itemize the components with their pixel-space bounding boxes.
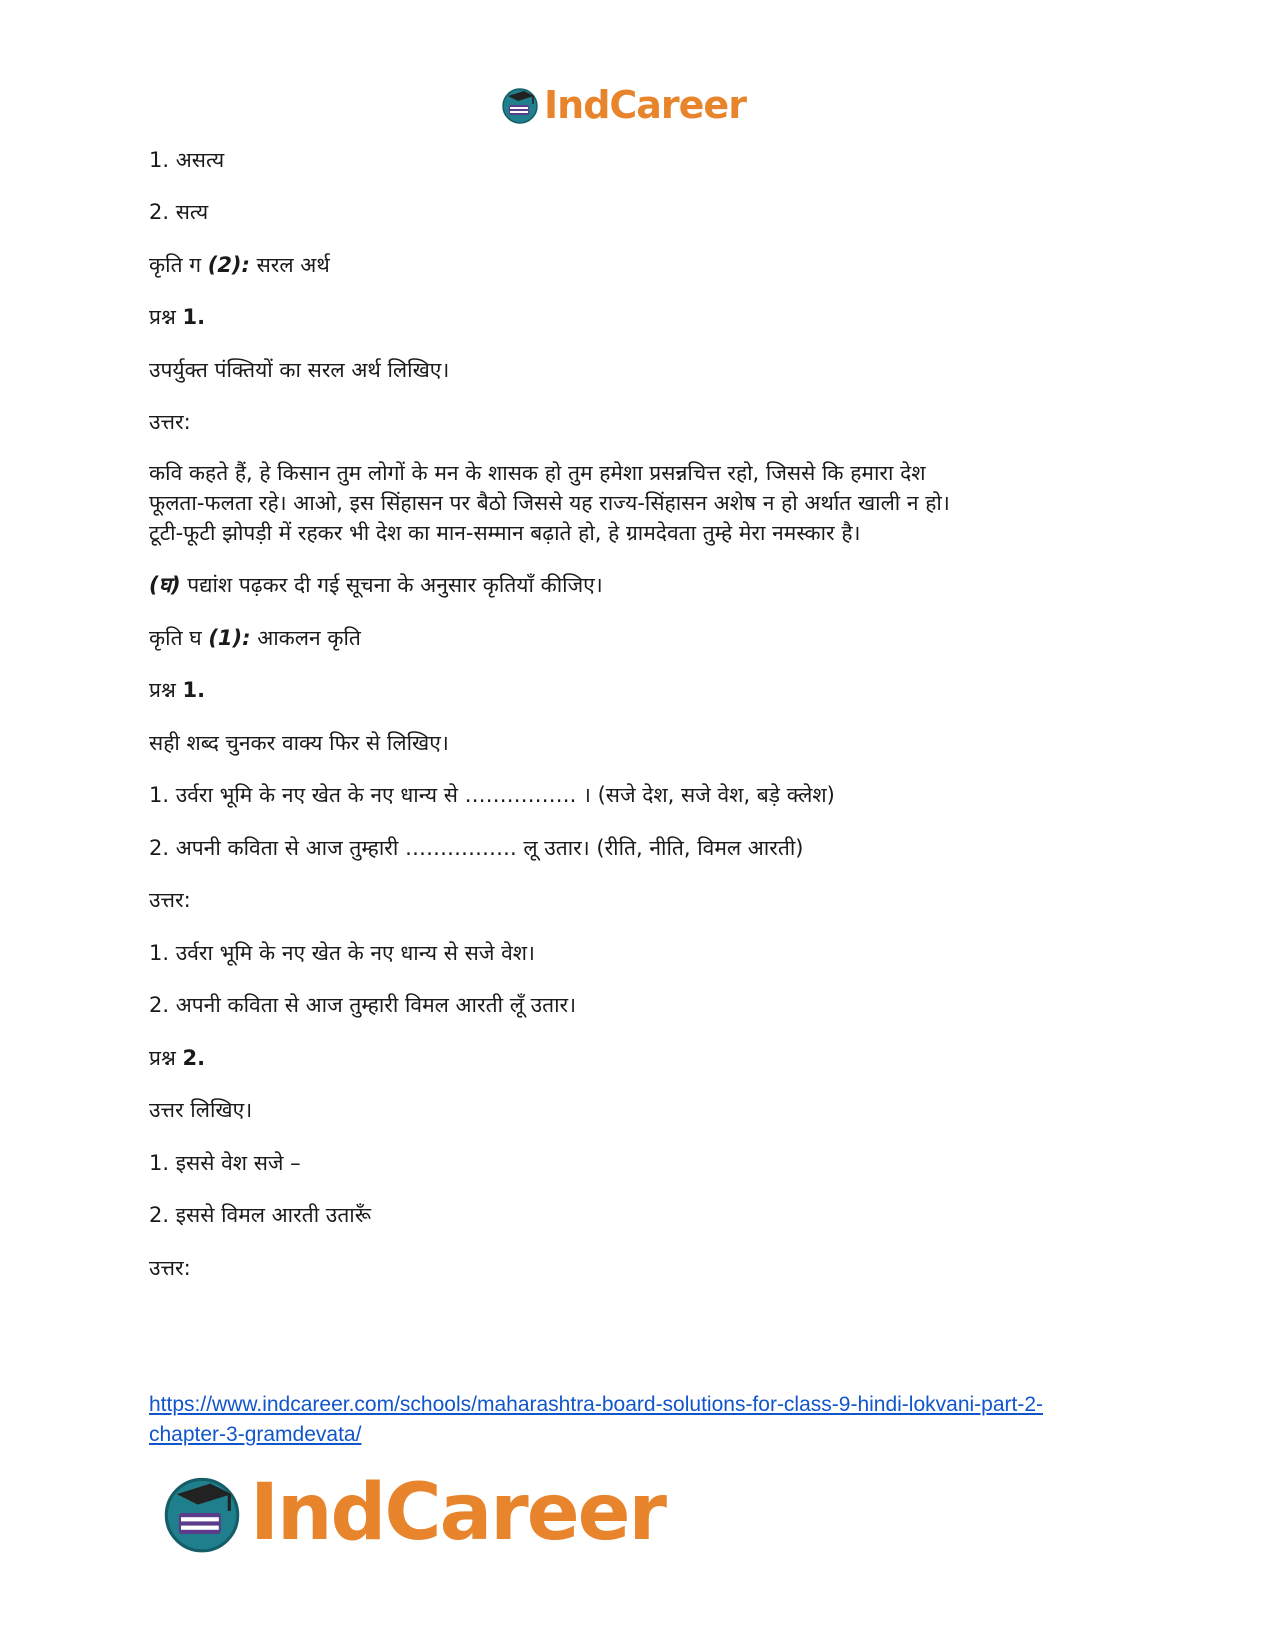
answer-paragraph xyxy=(149,458,1139,548)
text-line: 1. असत्य xyxy=(149,148,225,172)
answer-label: उत्तर: xyxy=(149,888,191,912)
section-instruction xyxy=(149,570,603,600)
header-logo xyxy=(500,80,746,130)
source-link[interactable] xyxy=(149,1390,1043,1450)
paragraph-line: कवि कहते हैं, हे किसान तुम लोगों के मन के शासक हो तुम हमेशा प्रसन्नचित्त रहो, जिससे कि हमारा देश xyxy=(149,461,926,485)
heading-prefix: कृति घ xyxy=(149,626,209,650)
section-heading xyxy=(149,250,330,280)
source-link-line[interactable]: https://www.indcareer.com/schools/maharashtra-board-solutions-for-class-9-hindi-lokvani-part-2- xyxy=(149,1393,1044,1416)
text-line: 2. सत्य xyxy=(149,200,209,224)
heading-number: (2): xyxy=(207,253,250,277)
question-item: 2. इससे विमल आरती उतारूँ xyxy=(149,1203,372,1227)
question-label xyxy=(149,675,205,705)
footer-logo xyxy=(160,1468,665,1558)
question-word: प्रश्न xyxy=(149,678,183,702)
question-number: 1. xyxy=(182,305,206,329)
question-label xyxy=(149,302,205,332)
section-heading xyxy=(149,623,361,653)
section-marker: (घ) xyxy=(149,573,181,597)
question-text: सही शब्द चुनकर वाक्य फिर से लिखिए। xyxy=(149,731,449,755)
header-logo-text: IndCareer xyxy=(544,83,746,127)
question-text: उत्तर लिखिए। xyxy=(149,1098,253,1122)
graduate-book-globe-icon xyxy=(500,85,540,125)
answer-label: उत्तर: xyxy=(149,410,191,434)
question-item: 2. अपनी कविता से आज तुम्हारी ……………. लू उतार। (रीति, नीति, विमल आरती) xyxy=(149,836,804,860)
graduate-book-globe-icon xyxy=(160,1471,244,1555)
question-item: 1. इससे वेश सजे – xyxy=(149,1151,301,1175)
question-number: 2. xyxy=(182,1046,206,1070)
heading-number: (1): xyxy=(208,626,251,650)
paragraph-line: फूलता-फलता रहे। आओ, इस सिंहासन पर बैठो जिससे यह राज्य-सिंहासन अशेष न हो अर्थात खाली न हो। xyxy=(149,491,950,515)
heading-prefix: कृति ग xyxy=(149,253,208,277)
source-link-line[interactable]: chapter-3-gramdevata/ xyxy=(149,1423,362,1446)
answer-item: 2. अपनी कविता से आज तुम्हारी विमल आरती लूँ उतार। xyxy=(149,993,577,1017)
question-text: उपर्युक्त पंक्तियों का सरल अर्थ लिखिए। xyxy=(149,358,450,382)
heading-suffix: सरल अर्थ xyxy=(249,253,330,277)
answer-item: 1. उर्वरा भूमि के नए खेत के नए धान्य से सजे वेश। xyxy=(149,941,535,965)
question-number: 1. xyxy=(182,678,206,702)
question-word: प्रश्न xyxy=(149,305,183,329)
question-label xyxy=(149,1043,205,1073)
footer-logo-text: IndCareer xyxy=(250,1468,665,1558)
paragraph-line: टूटी-फूटी झोपड़ी में रहकर भी देश का मान-सम्मान बढ़ाते हो, हे ग्रामदेवता तुम्हे मेरा नमस्कार है। xyxy=(149,521,861,545)
question-item: 1. उर्वरा भूमि के नए खेत के नए धान्य से ……………. । (सजे देश, सजे वेश, बड़े क्लेश) xyxy=(149,783,835,807)
instruction-text: पद्यांश पढ़कर दी गई सूचना के अनुसार कृतियाँ कीजिए। xyxy=(180,573,603,597)
heading-suffix: आकलन कृति xyxy=(250,626,361,650)
answer-label: उत्तर: xyxy=(149,1256,191,1280)
question-word: प्रश्न xyxy=(149,1046,183,1070)
